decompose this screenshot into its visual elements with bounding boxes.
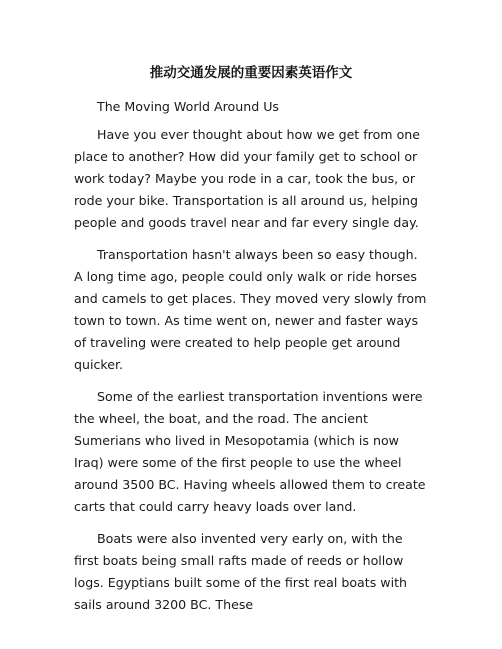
document-title: 推动交通发展的重要因素英语作文 (149, 65, 353, 81)
paragraph-1: Have you ever thought about how we get from one place to another? How did your family get to school or work today? Maybe you rode in a car, took the bus, or rode your bike. Transportation is all around us, helping people and goods travel near and far every single day. (74, 127, 420, 230)
paragraph-4: Boats were also invented very early on, with the first boats being small rafts made of reeds or hollow logs. Egyptians built some of the first real boats with sails around 3200 BC. These (74, 531, 407, 612)
document-body (74, 96, 430, 626)
paragraph-2: Transportation hasn't always been so easy though. A long time ago, people could only walk or ride horses and camels to get places. They moved very slowly from town to town. As time went on, newer and faster ways of traveling were created to help people get around quicker. (74, 247, 427, 372)
essay-subtitle: The Moving World Around Us (97, 99, 279, 114)
paragraph-3: Some of the earliest transportation inventions were the wheel, the boat, and the road. The ancient Sumerians who lived in Mesopotamia (which is now Iraq) were some of the first people to use the wheel around 3500 BC. Having wheels allowed them to create carts that could carry heavy loads over land. (74, 389, 426, 514)
